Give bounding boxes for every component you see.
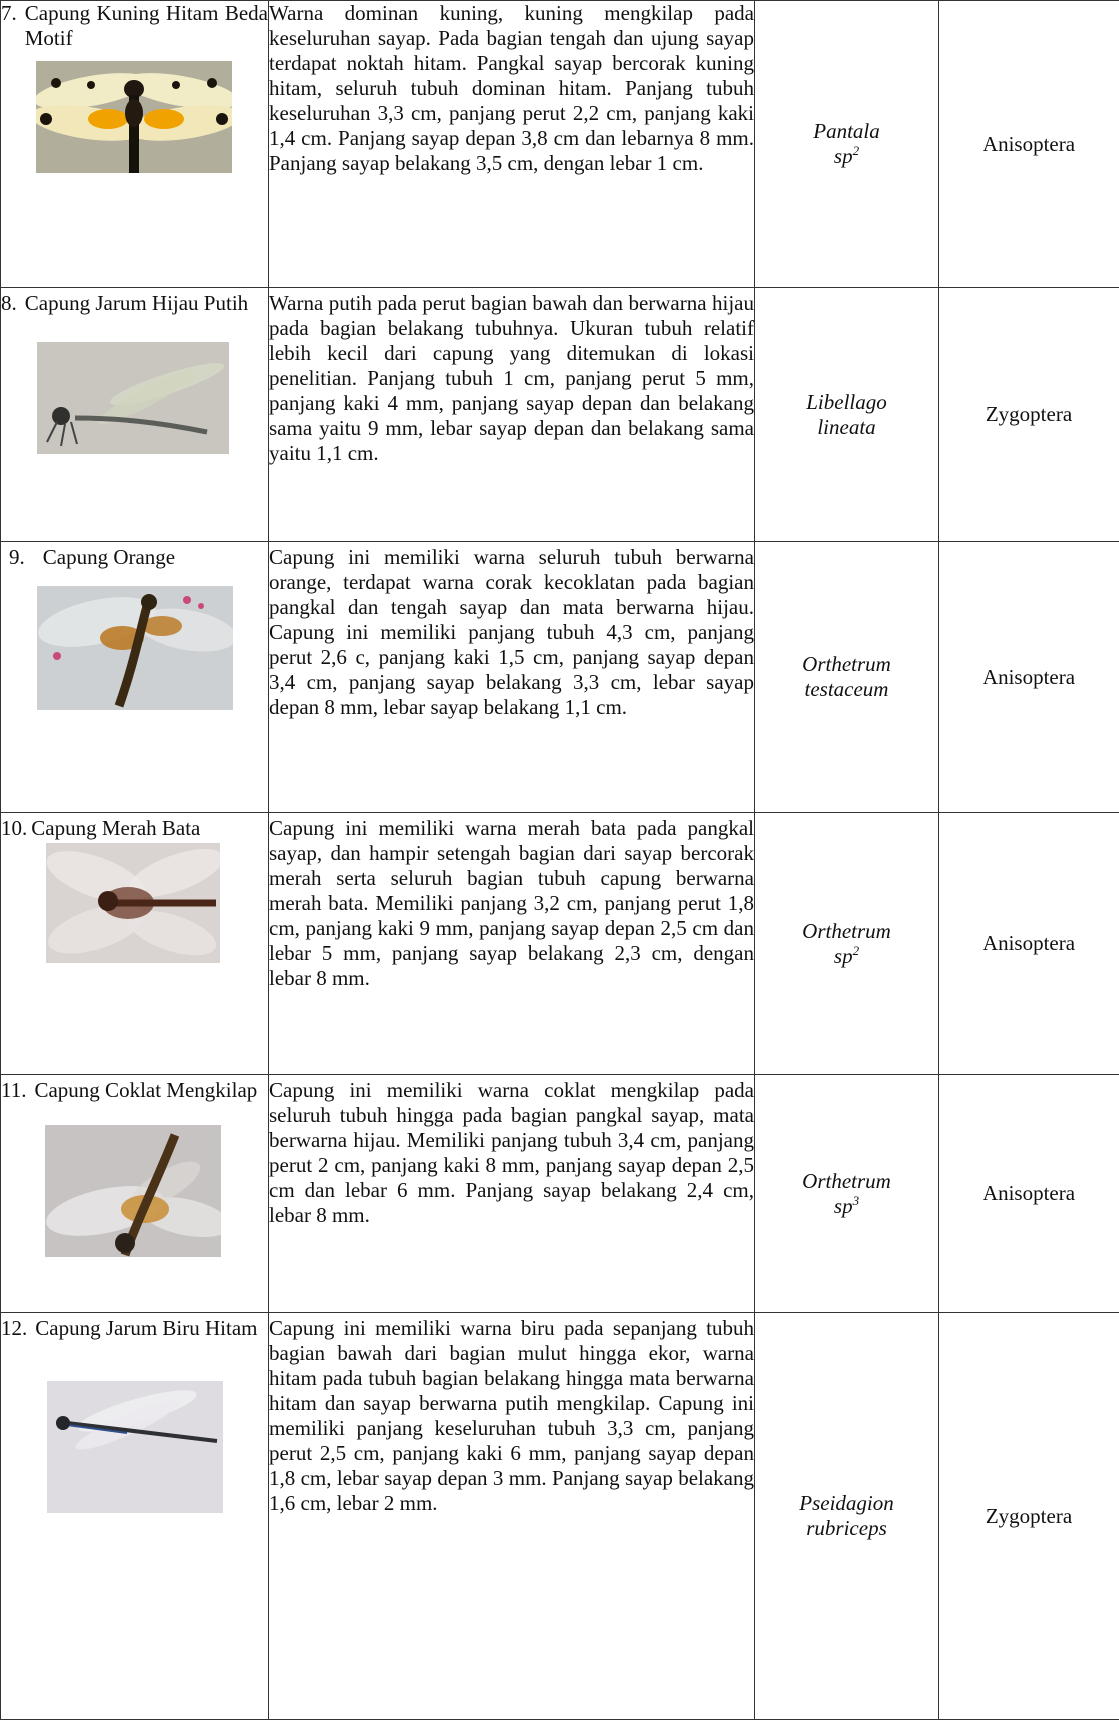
specimen-name-cell — [1, 1075, 269, 1313]
row-number: 10. — [1, 816, 27, 841]
species-epithet: testaceum — [805, 677, 889, 701]
table-row — [1, 288, 1119, 542]
suborder: Anisoptera — [939, 813, 1119, 1075]
species-genus: Orthetrum — [755, 919, 938, 944]
damselfly-blue-black-photo — [47, 1381, 223, 1513]
specimen-name: Capung Jarum Biru Hitam — [35, 1316, 268, 1341]
table-row — [1, 1313, 1119, 1720]
specimen-name-cell — [1, 1, 269, 288]
table-row — [1, 813, 1119, 1075]
row-number: 8. — [1, 291, 17, 316]
species-name-cell — [755, 1313, 939, 1720]
specimen-description: Capung ini memiliki warna merah bata pada pangkal sayap, dan hampir setengah bagian dari sayap bercorak merah serta seluruh bagian tubuh capung berwarna merah bata. Memiliki panjang 3,2 cm, panjang perut 1,8 cm, panjang kaki 9 mm, panjang sayap depan 2,5 cm dan lebar 5 mm, panjang sayap belakang 2,3 cm, dengan lebar 8 mm. — [269, 813, 755, 1075]
specimen-name: Capung Kuning Hitam Beda Motif — [25, 1, 268, 51]
specimen-description: Warna dominan kuning, kuning mengkilap pada keseluruhan sayap. Pada bagian tengah dan ujung sayap terdapat noktah hitam. Pangkal sayap bercorak kuning hitam, seluruh tubuh dominan hitam. Panjang tubuh keseluruhan 3,3 cm, panjang perut 2,2 cm, panjang kaki 1,4 cm. Panjang sayap depan 3,8 cm dan lebarnya 8 mm. Panjang sayap belakang 3,5 cm, dengan lebar 1 cm. — [269, 1, 755, 288]
suborder: Anisoptera — [939, 1, 1119, 288]
specimen-name-cell — [1, 813, 269, 1075]
row-number: 11. — [1, 1078, 26, 1103]
species-genus: Orthetrum — [755, 652, 938, 677]
table-row — [1, 1075, 1119, 1313]
species-name-cell — [755, 1075, 939, 1313]
species-superscript: 2 — [853, 943, 860, 958]
suborder: Zygoptera — [939, 1313, 1119, 1720]
table-row — [1, 542, 1119, 813]
dragonfly-shiny-brown-photo — [45, 1125, 221, 1257]
species-epithet: lineata — [817, 415, 875, 439]
row-number: 12. — [1, 1316, 27, 1341]
suborder: Anisoptera — [939, 1075, 1119, 1313]
specimen-description: Capung ini memiliki warna seluruh tubuh berwarna orange, terdapat warna corak kecoklatan pada bagian pangkal dan tengah sayap dan mata berwarna hijau. Capung ini memiliki panjang tubuh 4,3 cm, panjang perut 2,6 c, panjang kaki 1,5 cm, panjang sayap depan 3,4 cm, panjang sayap belakang 3,3 cm, lebar sayap depan 8 mm, lebar sayap belakang 1,1 cm. — [269, 542, 755, 813]
species-name-cell — [755, 813, 939, 1075]
specimen-name-cell — [1, 542, 269, 813]
specimen-name-cell — [1, 288, 269, 542]
row-number: 7. — [1, 1, 17, 26]
species-epithet: sp — [834, 944, 853, 968]
specimen-description: Warna putih pada perut bagian bawah dan berwarna hijau pada bagian belakang tubuhnya. Ukuran tubuh relatif lebih kecil dari capung yang ditemukan di lokasi penelitian. Panjang tubuh 1 cm, panjang perut 5 mm, panjang kaki 4 mm, panjang sayap depan dan belakang sama yaitu 9 mm, lebar sayap depan dan belakang sama yaitu 1,1 cm. — [269, 288, 755, 542]
table-row — [1, 1, 1119, 288]
species-genus: Pantala — [755, 119, 938, 144]
specimen-description: Capung ini memiliki warna coklat mengkilap pada seluruh tubuh hingga pada bagian pangkal sayap, mata berwarna hijau. Memiliki panjang tubuh 3,4 cm, panjang perut 2 cm, panjang kaki 8 mm, panjang sayap depan 2,5 cm dan lebar 6 mm. Panjang sayap belakang 2,4 cm, lebar 8 mm. — [269, 1075, 755, 1313]
suborder: Anisoptera — [939, 542, 1119, 813]
species-epithet: sp — [834, 144, 853, 168]
specimen-name: Capung Coklat Mengkilap — [34, 1078, 268, 1103]
species-genus: Pseidagion — [755, 1491, 938, 1516]
species-superscript: 2 — [853, 143, 860, 158]
species-epithet: rubriceps — [806, 1516, 887, 1540]
specimen-name-cell — [1, 1313, 269, 1720]
dragonfly-yellow-black-photo — [36, 61, 232, 173]
species-name-cell — [755, 542, 939, 813]
specimen-name: Capung Orange — [43, 545, 268, 570]
specimen-name: Capung Jarum Hijau Putih — [25, 291, 268, 316]
specimen-description: Capung ini memiliki warna biru pada sepanjang tubuh bagian bawah dari bagian mulut hingga ekor, warna hitam pada tubuh bagian belakang hingga mata berwarna hitam dan sayap berwarna putih mengkilap. Capung ini memiliki panjang keseluruhan tubuh 3,3 cm, panjang perut 2,5 cm, panjang kaki 6 mm, panjang sayap depan 1,8 cm, lebar sayap depan 3 mm. Panjang sayap belakang 1,6 cm, lebar 2 mm. — [269, 1313, 755, 1720]
species-epithet: sp — [834, 1194, 853, 1218]
damselfly-green-white-photo — [37, 342, 229, 454]
dragonfly-brick-red-photo — [46, 843, 220, 963]
species-superscript: 3 — [853, 1193, 860, 1208]
species-genus: Orthetrum — [755, 1169, 938, 1194]
species-name-cell — [755, 288, 939, 542]
species-genus: Libellago — [755, 390, 938, 415]
row-number: 9. — [9, 545, 25, 570]
suborder: Zygoptera — [939, 288, 1119, 542]
dragonfly-orange-photo — [37, 586, 233, 710]
species-name-cell — [755, 1, 939, 288]
specimen-name: Capung Merah Bata — [31, 816, 268, 841]
